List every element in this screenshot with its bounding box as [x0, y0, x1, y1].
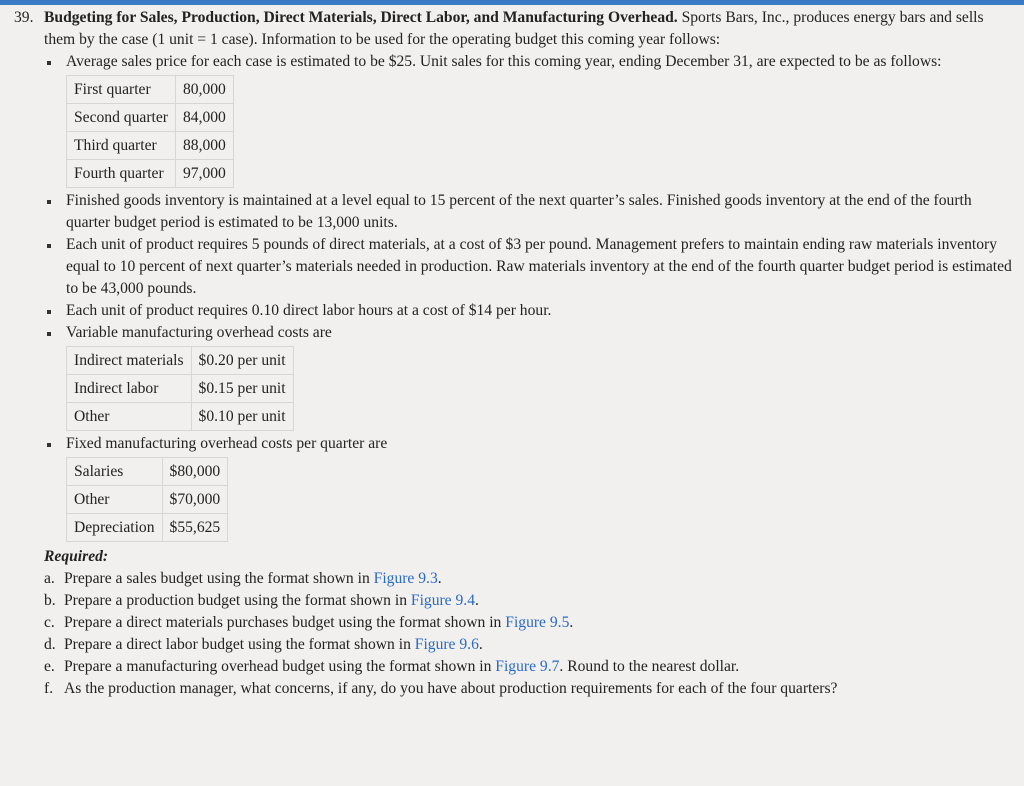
- required-item: [44, 656, 1014, 678]
- cost-value: $55,625: [162, 514, 228, 542]
- sales-table: [66, 75, 234, 188]
- sales-intro-text: Average sales price for each case is estimated to be $25. Unit sales for this coming year, ending December 31, are expected to be as follows:: [66, 53, 942, 70]
- cost-label: Depreciation: [67, 514, 163, 542]
- table-row: [67, 104, 234, 132]
- item-text-end: .: [475, 592, 479, 609]
- quarter-value: 80,000: [175, 76, 233, 104]
- quarter-label: Fourth quarter: [67, 160, 176, 188]
- figure-link[interactable]: Figure 9.3: [373, 570, 438, 587]
- bullet-fixed-overhead: [44, 433, 1014, 542]
- table-row: [67, 375, 294, 403]
- item-text: Prepare a manufacturing overhead budget using the format shown in: [64, 658, 496, 675]
- required-heading: Required:: [44, 548, 109, 565]
- table-row: [67, 76, 234, 104]
- item-text: Prepare a direct materials purchases budget using the format shown in: [64, 614, 506, 631]
- required-item: [44, 568, 1014, 590]
- bullet-materials: Each unit of product requires 5 pounds of direct materials, at a cost of $3 per pound. Management prefers to maintain ending raw materials inventory equal to 10 percent of next quarter’s materials needed in production. Raw materials inventory at the end of the fourth quarter budget period is estimated to be 43,000 pounds.: [44, 234, 1014, 300]
- required-list: [14, 568, 1014, 700]
- cost-label: Other: [67, 403, 192, 431]
- quarter-value: 88,000: [175, 132, 233, 160]
- cost-value: $0.20 per unit: [191, 347, 293, 375]
- cost-label: Other: [67, 486, 163, 514]
- cost-value: $0.15 per unit: [191, 375, 293, 403]
- bullet-labor: Each unit of product requires 0.10 direct labor hours at a cost of $14 per hour.: [44, 300, 1014, 322]
- item-letter: a.: [44, 570, 55, 587]
- quarter-label: Second quarter: [67, 104, 176, 132]
- problem-number: 39.: [14, 9, 34, 26]
- fixed-intro-text: Fixed manufacturing overhead costs per quarter are: [66, 435, 388, 452]
- problem-statement: [14, 7, 1014, 51]
- table-row: [67, 486, 228, 514]
- figure-link[interactable]: Figure 9.6: [414, 636, 479, 653]
- cost-value: $0.10 per unit: [191, 403, 293, 431]
- table-row: [67, 514, 228, 542]
- figure-link[interactable]: Figure 9.4: [410, 592, 475, 609]
- quarter-label: First quarter: [67, 76, 176, 104]
- table-row: [67, 347, 294, 375]
- item-letter: c.: [44, 614, 55, 631]
- problem-title: Budgeting for Sales, Production, Direct Materials, Direct Labor, and Manufacturing Overhead.: [44, 9, 678, 26]
- fixed-overhead-table: [66, 457, 228, 542]
- quarter-value: 84,000: [175, 104, 233, 132]
- figure-link[interactable]: Figure 9.5: [505, 614, 570, 631]
- item-letter: d.: [44, 636, 56, 653]
- item-letter: b.: [44, 592, 56, 609]
- quarter-value: 97,000: [175, 160, 233, 188]
- table-row: [67, 458, 228, 486]
- item-text-end: .: [437, 570, 442, 587]
- item-text: Prepare a direct labor budget using the format shown in: [64, 636, 415, 653]
- item-text-end: .: [478, 636, 483, 653]
- item-text-end: . Round to the nearest dollar.: [559, 658, 740, 675]
- bullet-variable-overhead: [44, 322, 1014, 431]
- table-row: [67, 132, 234, 160]
- problem-content: [14, 7, 1014, 700]
- table-row: [67, 160, 234, 188]
- cost-value: $70,000: [162, 486, 228, 514]
- quarter-label: Third quarter: [67, 132, 176, 160]
- bullet-sales: [44, 51, 1014, 188]
- cost-label: Indirect labor: [67, 375, 192, 403]
- item-letter: e.: [44, 658, 55, 675]
- required-item: [44, 590, 1014, 612]
- required-item: [44, 678, 1014, 700]
- required-item: [44, 634, 1014, 656]
- item-text: Prepare a sales budget using the format shown in: [64, 570, 374, 587]
- item-text-end: .: [569, 614, 574, 631]
- problem-intro: Sports Bars, Inc., produces energy bars and sells them by the case (1 unit = 1 case). Information to be used for the operating budget this coming year follows:: [44, 9, 984, 48]
- required-item: [44, 612, 1014, 634]
- item-text: As the production manager, what concerns, if any, do you have about production requirements for each of the four quarters?: [64, 680, 838, 697]
- cost-value: $80,000: [162, 458, 228, 486]
- item-text: Prepare a production budget using the format shown in: [64, 592, 411, 609]
- figure-link[interactable]: Figure 9.7: [495, 658, 560, 675]
- item-letter: f.: [44, 680, 54, 697]
- information-list: [14, 51, 1014, 542]
- cost-label: Salaries: [67, 458, 163, 486]
- cost-label: Indirect materials: [67, 347, 192, 375]
- table-row: [67, 403, 294, 431]
- bullet-finished-goods: Finished goods inventory is maintained at a level equal to 15 percent of the next quarter’s sales. Finished goods inventory at the end of the fourth quarter budget period is estimated to be 13,000 units.: [44, 190, 1014, 234]
- variable-intro-text: Variable manufacturing overhead costs are: [66, 324, 332, 341]
- variable-overhead-table: [66, 346, 294, 431]
- top-accent-bar: [0, 0, 1024, 5]
